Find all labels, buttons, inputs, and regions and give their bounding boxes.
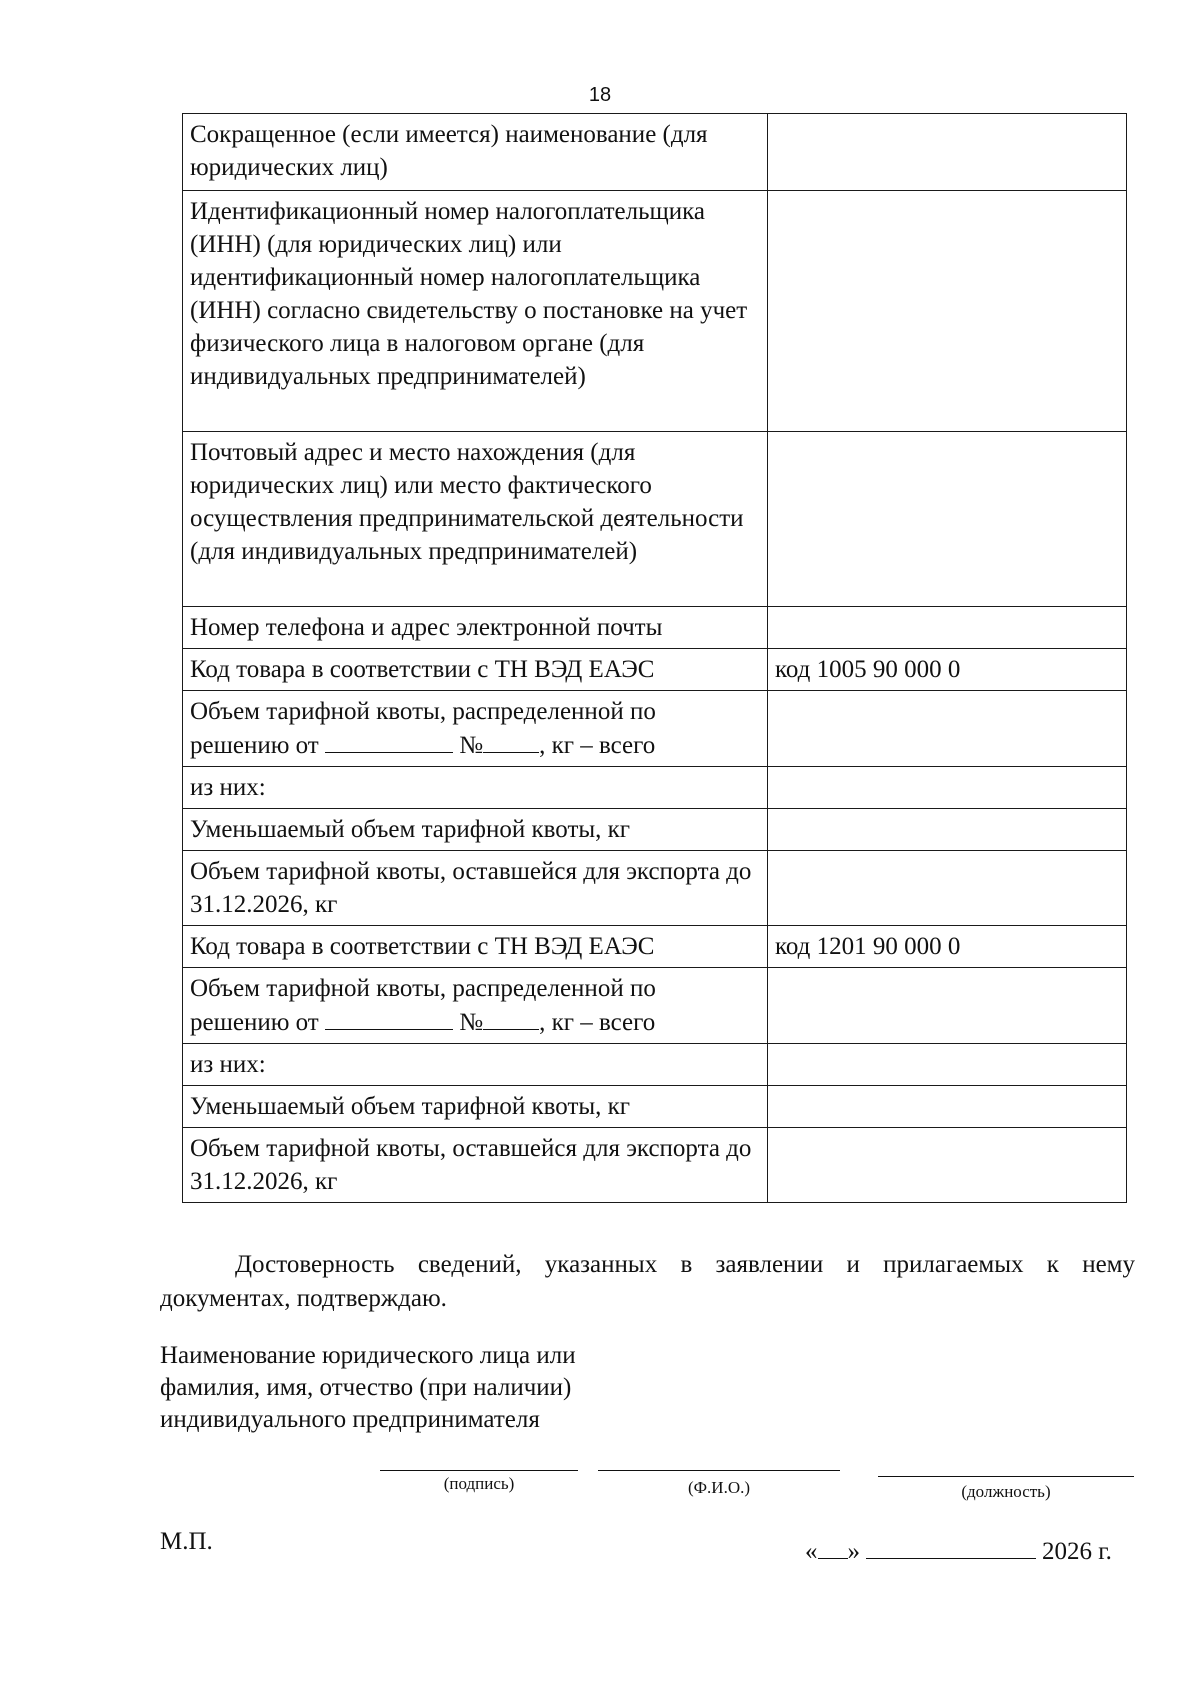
applicant-label: Наименование юридического лица или фамилия, имя, отчество (при наличии) индивидуального предпринимателя bbox=[160, 1342, 576, 1433]
row-label: Сокращенное (если имеется) наименование (для юридических лиц) bbox=[183, 114, 768, 191]
position-caption: (должность) bbox=[961, 1482, 1051, 1501]
row-value[interactable] bbox=[768, 691, 1127, 767]
row-value[interactable] bbox=[768, 851, 1127, 926]
date-close-quote: » bbox=[847, 1538, 860, 1565]
month-blank[interactable] bbox=[866, 1536, 1036, 1559]
date-open-quote: « bbox=[805, 1538, 818, 1565]
row-value[interactable] bbox=[768, 767, 1127, 809]
page-number: 18 bbox=[588, 84, 612, 106]
number-blank[interactable] bbox=[483, 728, 539, 753]
table-row bbox=[183, 1086, 1127, 1128]
signature-caption: (подпись) bbox=[443, 1474, 515, 1493]
row-label: Уменьшаемый объем тарифной квоты, кг bbox=[183, 1086, 768, 1128]
date-field bbox=[805, 1536, 1112, 1566]
table-row bbox=[183, 926, 1127, 968]
table-row bbox=[183, 1128, 1127, 1203]
table-row bbox=[183, 607, 1127, 649]
table-row bbox=[183, 809, 1127, 851]
row-value[interactable] bbox=[768, 432, 1127, 607]
row-label-mid: № bbox=[459, 732, 484, 759]
table-row bbox=[183, 691, 1127, 767]
row-label-end: , кг – всего bbox=[539, 1009, 656, 1036]
table-row bbox=[183, 851, 1127, 926]
row-label-start: Объем тарифной квоты, распределенной по решению от bbox=[190, 698, 656, 759]
row-label: Почтовый адрес и место нахождения (для юридических лиц) или место фактического осуществления предпринимательской деятельности (для индивидуальных предпринимателей) bbox=[183, 432, 768, 607]
row-label: из них: bbox=[183, 1044, 768, 1086]
application-table bbox=[182, 113, 1127, 1203]
table-row bbox=[183, 649, 1127, 691]
row-label: Уменьшаемый объем тарифной квоты, кг bbox=[183, 809, 768, 851]
row-value[interactable] bbox=[768, 809, 1127, 851]
row-value[interactable] bbox=[768, 1044, 1127, 1086]
day-blank[interactable] bbox=[818, 1536, 848, 1559]
row-label bbox=[183, 968, 768, 1044]
row-label-end: , кг – всего bbox=[539, 732, 656, 759]
row-label-start: Объем тарифной квоты, распределенной по решению от bbox=[190, 975, 656, 1036]
row-label: Номер телефона и адрес электронной почты bbox=[183, 607, 768, 649]
row-value[interactable]: код 1005 90 000 0 bbox=[768, 649, 1127, 691]
row-value[interactable]: код 1201 90 000 0 bbox=[768, 926, 1127, 968]
row-value[interactable] bbox=[768, 607, 1127, 649]
row-label: Объем тарифной квоты, оставшейся для экспорта до 31.12.2026, кг bbox=[183, 851, 768, 926]
row-label-mid: № bbox=[459, 1009, 484, 1036]
table-row bbox=[183, 114, 1127, 191]
row-label: из них: bbox=[183, 767, 768, 809]
stamp-place: М.П. bbox=[160, 1528, 213, 1555]
row-label bbox=[183, 691, 768, 767]
table-row bbox=[183, 432, 1127, 607]
date-blank[interactable] bbox=[325, 728, 453, 753]
row-value[interactable] bbox=[768, 114, 1127, 191]
table-row bbox=[183, 767, 1127, 809]
table-row bbox=[183, 968, 1127, 1044]
confirmation-text: Достоверность сведений, указанных в заявлении и прилагаемых к нему документах, подтверждаю. bbox=[160, 1251, 1135, 1312]
row-value[interactable] bbox=[768, 1128, 1127, 1203]
fio-caption: (Ф.И.О.) bbox=[687, 1478, 751, 1497]
fio-line[interactable] bbox=[598, 1470, 840, 1471]
row-value[interactable] bbox=[768, 968, 1127, 1044]
row-label: Идентификационный номер налогоплательщика (ИНН) (для юридических лиц) или идентификационный номер налогоплательщика (ИНН) согласно свидетельству о постановке на учет физического лица в налоговом органе (для индивидуальных предпринимателей) bbox=[183, 191, 768, 432]
date-year: 2026 г. bbox=[1042, 1538, 1112, 1565]
table-row bbox=[183, 191, 1127, 432]
row-label: Объем тарифной квоты, оставшейся для экспорта до 31.12.2026, кг bbox=[183, 1128, 768, 1203]
date-blank[interactable] bbox=[325, 1005, 453, 1030]
signature-line[interactable] bbox=[380, 1470, 578, 1471]
row-value[interactable] bbox=[768, 191, 1127, 432]
row-value[interactable] bbox=[768, 1086, 1127, 1128]
row-label: Код товара в соответствии с ТН ВЭД ЕАЭС bbox=[183, 649, 768, 691]
table-row bbox=[183, 1044, 1127, 1086]
position-line[interactable] bbox=[878, 1476, 1134, 1477]
number-blank[interactable] bbox=[483, 1005, 539, 1030]
row-label: Код товара в соответствии с ТН ВЭД ЕАЭС bbox=[183, 926, 768, 968]
